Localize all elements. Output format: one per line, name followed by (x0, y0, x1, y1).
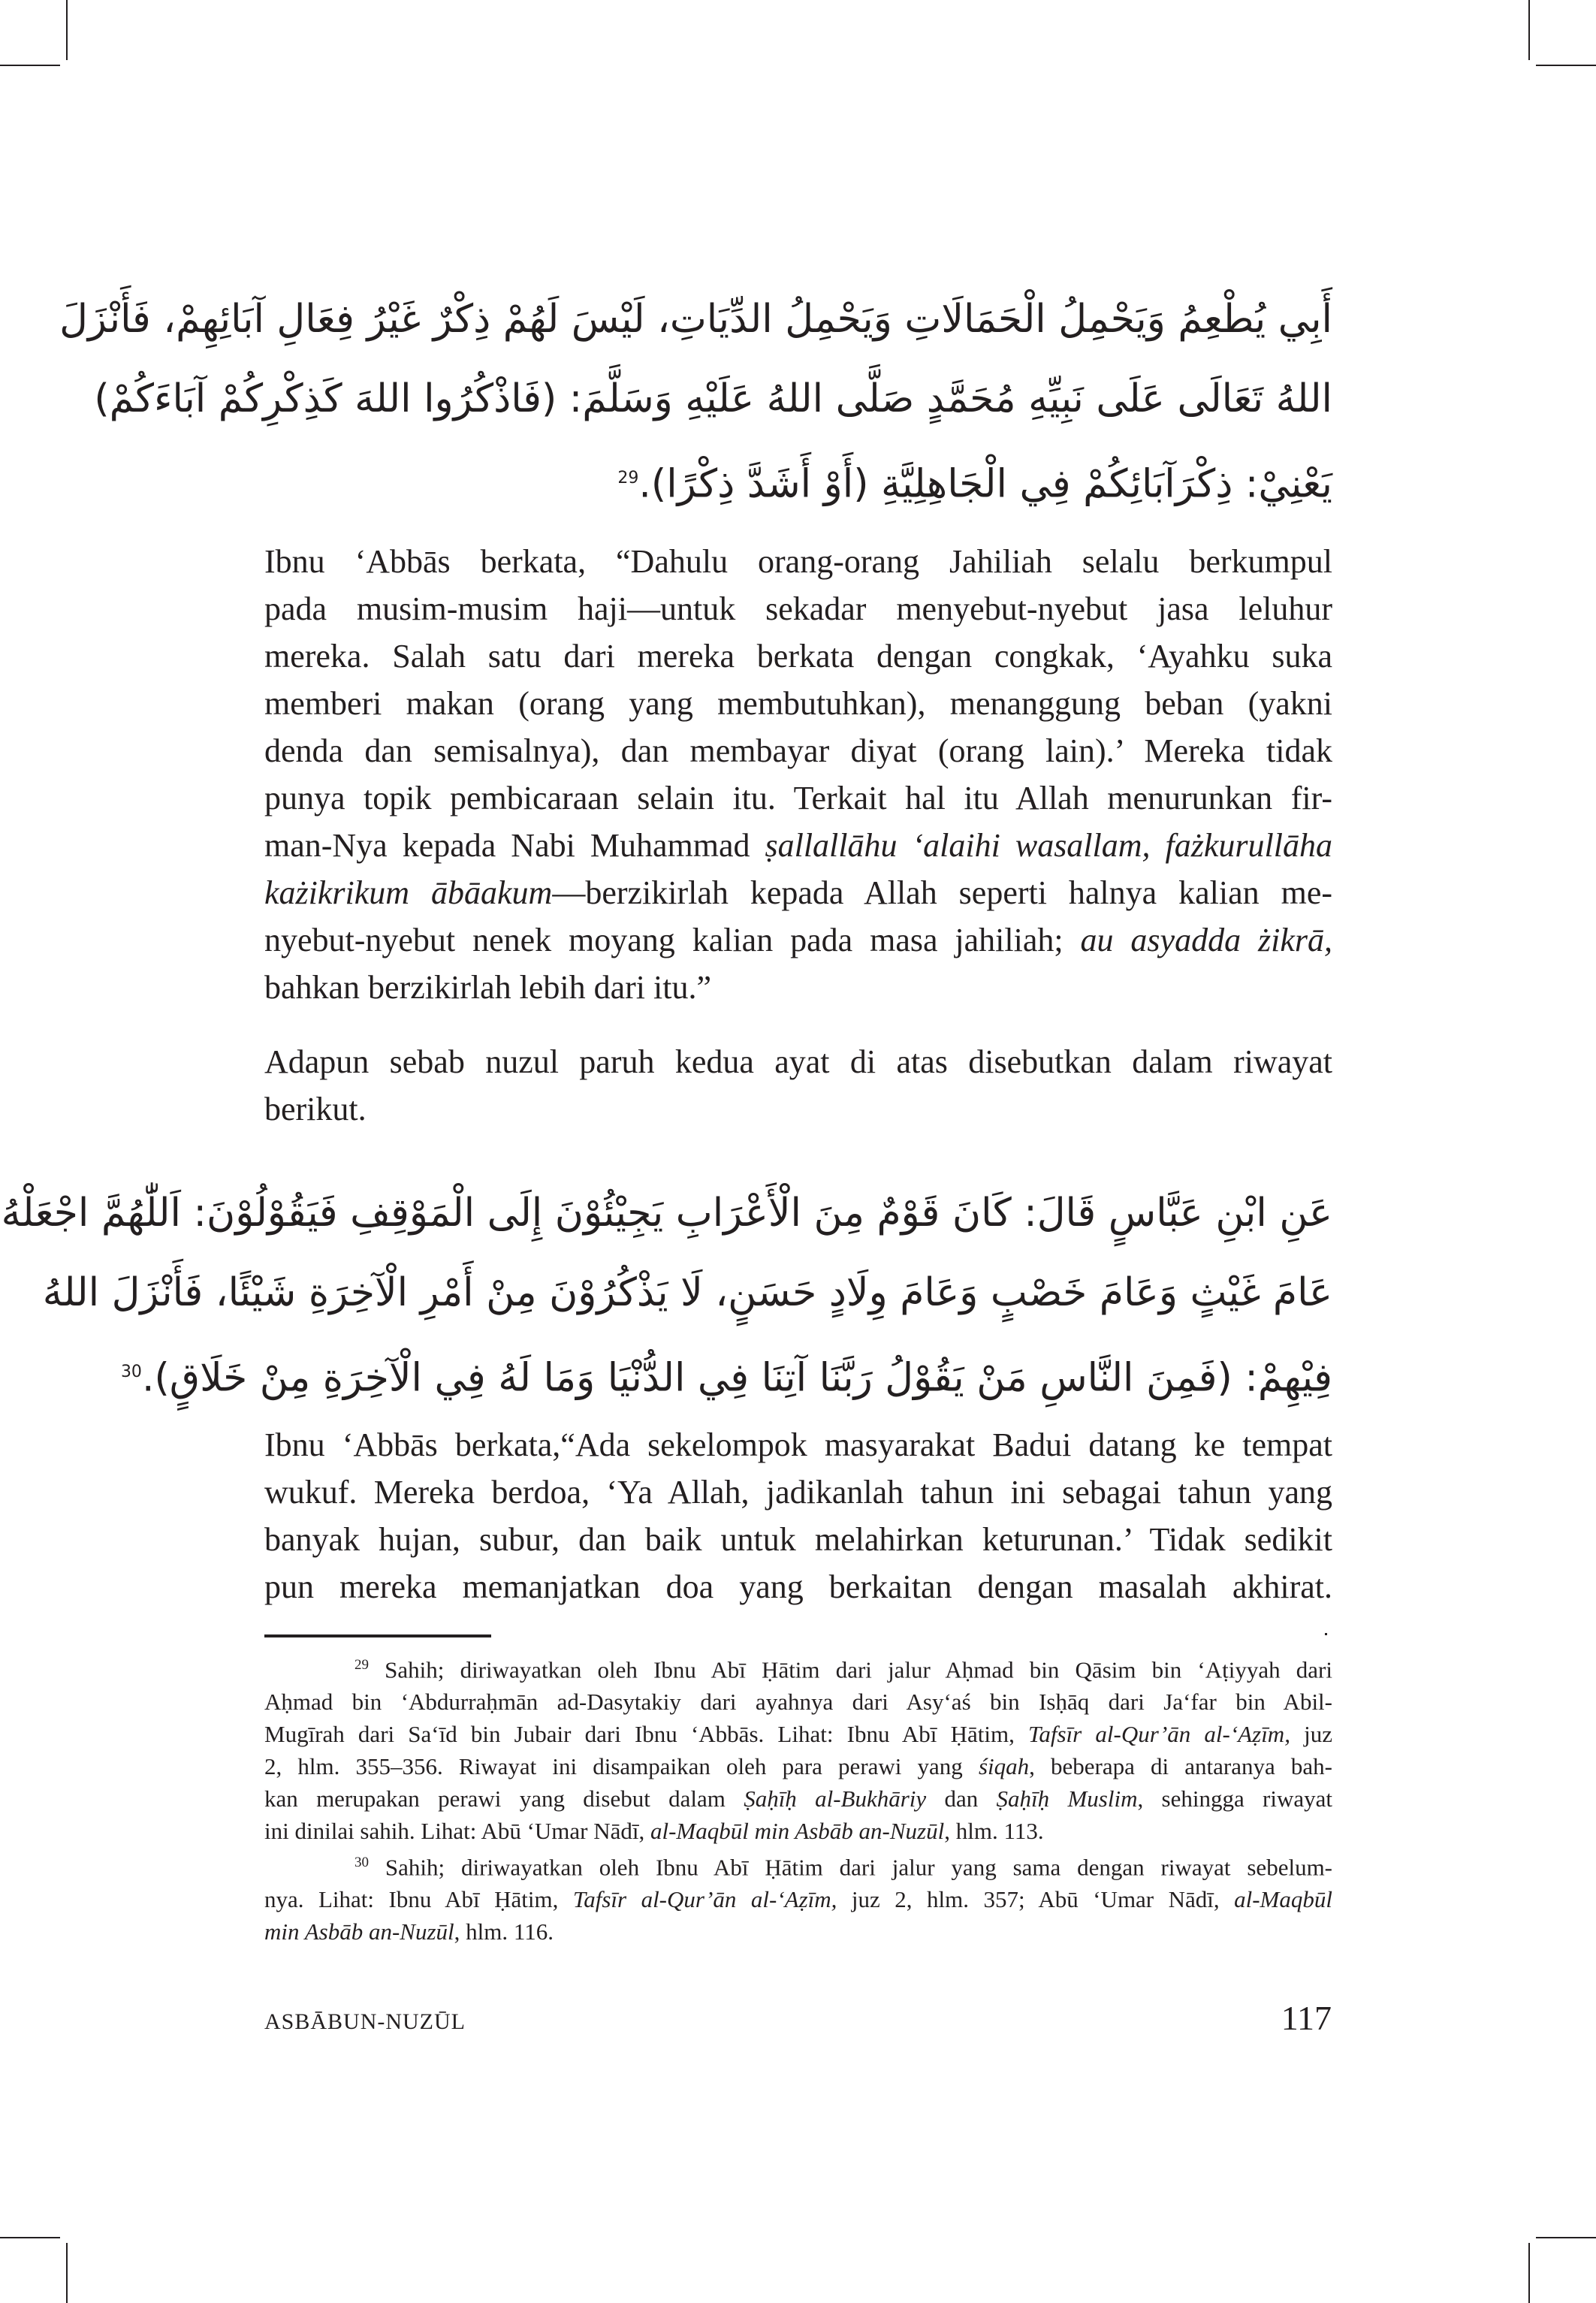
paragraph-line: memberi makan (orang yang membutuhkan), menanggung beban (yakni (264, 685, 1332, 722)
arabic-line-text: فِيْهِمْ: (فَمِنَ النَّاسِ مَنْ يَقُوْلُ رَبَّنَا آتِنَا فِي الدُّنْيَا وَمَا لَهُ فِي الْآخِرَةِ مِنْ خَلَاقٍ). (141, 1355, 1332, 1401)
book-title-italic: al-Maqbūl (1234, 1886, 1332, 1913)
arabic-line: عَنِ ابْنِ عَبَّاسٍ قَالَ: كَانَ قَوْمٌ مِنَ الْأَعْرَابِ يَجِيْئُوْنَ إِلَى الْمَوْقِفِ فَيَقُوْلُوْنَ: اَللّٰهُمَّ اجْعَلْهُ (1, 1191, 1332, 1236)
transliteration-italic: ṣallallāhu ‘alaihi wasallam, fażkurullāha (765, 827, 1332, 864)
arabic-line: أَبِي يُطْعِمُ وَيَحْمِلُ الْحَمَالَاتِ وَيَحْمِلُ الدِّيَاتِ، لَيْسَ لَهُمْ ذِكْرٌ غَيْرُ فِعَالِ آبَائِهِمْ، فَأَنْزَلَ (59, 297, 1332, 342)
crop-mark-bottom-left-h (0, 2237, 60, 2238)
footnote-30 (264, 1846, 1332, 1948)
book-title-italic: Ṣaḥīḥ Muslim (996, 1785, 1138, 1813)
paragraph-line: berikut. (264, 1091, 367, 1127)
footnote-29 (264, 1649, 1332, 1847)
paragraph-line: banyak hujan, subur, dan baik untuk melahirkan keturunan.’ Tidak sedikit (264, 1521, 1332, 1558)
crop-mark-bottom-right (1528, 2243, 1530, 2303)
text-run: , hlm. 113. (944, 1818, 1044, 1845)
footnote-line (264, 1782, 1332, 1815)
footnote-line (264, 1846, 1332, 1883)
paragraph-line: Adapun sebab nuzul paruh kedua ayat di atas disebutkan dalam riwayat (264, 1043, 1332, 1080)
footnote-line (264, 1815, 1332, 1847)
paragraph-line: pun mereka memanjatkan doa yang berkaitan dengan masalah akhirat. (264, 1568, 1332, 1605)
paragraph-line (264, 916, 1332, 964)
footnote-separator (264, 1634, 491, 1637)
text-run: , hlm. 116. (454, 1918, 554, 1945)
paragraph-ibnu-abbas-2 (264, 1421, 1332, 1610)
arabic-text-block-1 (59, 279, 1332, 524)
footnote-line (264, 1649, 1332, 1686)
arabic-line (264, 439, 1332, 524)
paragraph-line: punya topik pembicaraan selain itu. Terkait hal itu Allah menurunkan fir- (264, 780, 1332, 816)
text-run: , beberapa di antaranya bah- (1029, 1753, 1332, 1780)
paragraph-line: pada musim-musim haji—untuk sekadar menyebut-nyebut jasa leluhur (264, 590, 1332, 627)
text-run: kan merupakan perawi yang disebut dalam (264, 1785, 744, 1813)
book-title-italic: Tafsīr al-Qur’ān al-‘Aẓīm, (1027, 1721, 1290, 1748)
paragraph-line: mereka. Salah satu dari mereka berkata dengan congkak, ‘Ayahku suka (264, 638, 1332, 675)
crop-mark-top-left (66, 0, 68, 60)
footnote-line (264, 1915, 1332, 1948)
footnote-number: 30 (354, 1855, 369, 1870)
arabic-line-text: يَعْنِيْ: ذِكْرَآبَائِكُمْ فِي الْجَاهِلِيَّةِ (أَوْ أَشَدَّ ذِكْرًا). (638, 461, 1332, 507)
footnote-line (264, 1750, 1332, 1782)
book-title-italic: min Asbāb an-Nuzūl (264, 1918, 454, 1945)
crop-mark-bottom-right-h (1536, 2237, 1596, 2238)
transliteration-italic: każikrikum ābāakum (264, 874, 553, 911)
paragraph-line: denda dan semisalnya), dan membayar diyat (orang lain).’ Mereka tidak (264, 732, 1332, 769)
footnote-dot (1325, 1633, 1327, 1635)
page-number: 117 (1281, 1999, 1332, 2037)
text-run: ini dinilai sahih. Lihat: Abū ‘Umar Nādī, (264, 1818, 650, 1845)
footnote-line: Aḥmad bin ‘Abdurraḥmān ad-Dasytakiy dari ayahnya dari Asy‘aś bin Isḥāq dari Ja‘far bin Abil- (264, 1689, 1332, 1716)
text-run: —berzikirlah kepada Allah seperti halnya kalian me- (552, 874, 1332, 911)
arabic-line (120, 1333, 1332, 1417)
text-run: Mugīrah dari Sa‘īd bin Jubair dari Ibnu ‘Abbās. Lihat: Ibnu Abī Ḥātim, (264, 1721, 1028, 1748)
footnote-ref-30[interactable]: 30 (120, 1363, 142, 1381)
text-run: man-Nya kepada Nabi Muhammad (264, 827, 765, 864)
transliteration-italic: au asyadda żikrā, (1080, 922, 1332, 958)
running-head: ASBĀBUN-NUZŪL (264, 2009, 466, 2034)
text-run: nyebut-nyebut nenek moyang kalian pada masa jahiliah; (264, 922, 1081, 958)
text-run: , sehingga riwayat (1137, 1785, 1332, 1813)
arabic-text-block-2 (1, 1173, 1332, 1417)
book-title-italic: Tafsīr al-Qur’ān al-‘Aẓīm, (572, 1886, 837, 1913)
crop-mark-bottom-left (66, 2243, 68, 2303)
paragraph-line: Ibnu ‘Abbās berkata, “Dahulu orang-orang Jahiliah selalu berkumpul (264, 543, 1332, 580)
footnote-number: 29 (354, 1657, 369, 1673)
text-run: Sahih; diriwayatkan oleh Ibnu Abī Ḥātim dari jalur yang sama dengan riwayat sebelum- (385, 1854, 1333, 1881)
text-run: Sahih; diriwayatkan oleh Ibnu Abī Ḥātim dari jalur Aḥmad bin Qāsim bin ‘Aṭiyyah dari (385, 1656, 1332, 1683)
paragraph-line: wukuf. Mereka berdoa, ‘Ya Allah, jadikanlah tahun ini sebagai tahun yang (264, 1474, 1332, 1511)
crop-mark-top-left-h (0, 65, 60, 66)
arabic-line: اللهُ تَعَالَى عَلَى نَبِيِّهِ مُحَمَّدٍ صَلَّى اللهُ عَلَيْهِ وَسَلَّمَ: (فَاذْكُرُوا اللهَ كَذِكْرِكُمْ آبَاءَكُمْ) (94, 376, 1332, 421)
paragraph-intro-riwayat (264, 1038, 1332, 1133)
paragraph-line (264, 869, 1332, 916)
footnote-ref-29[interactable]: 29 (617, 469, 639, 487)
text-run: nya. Lihat: Ibnu Abī Ḥātim, (264, 1886, 573, 1913)
book-title-italic: al-Maqbūl min Asbāb an-Nuzūl (650, 1818, 945, 1845)
footnote-line (264, 1718, 1332, 1750)
paragraph-line (264, 822, 1332, 869)
paragraph-ibnu-abbas-1 (264, 538, 1332, 1011)
crop-mark-top-right-h (1536, 65, 1596, 66)
paragraph-line: Ibnu ‘Abbās berkata,“Ada sekelompok masyarakat Badui datang ke tempat (264, 1426, 1332, 1463)
crop-mark-top-right (1528, 0, 1530, 60)
text-run: juz 2, hlm. 357; Abū ‘Umar Nādī, (837, 1886, 1235, 1913)
text-run: 2, hlm. 355–356. Riwayat ini disampaikan oleh para perawi yang (264, 1753, 979, 1780)
text-run: juz (1290, 1721, 1332, 1748)
text-run: dan (926, 1785, 997, 1813)
arabic-line: عَامَ غَيْثٍ وَعَامَ خَصْبٍ وَعَامَ وِلَادٍ حَسَنٍ، لَا يَذْكُرُوْنَ مِنْ أَمْرِ الْآخِرَةِ شَيْئًا، فَأَنْزَلَ اللهُ (42, 1270, 1332, 1315)
paragraph-line: bahkan berzikirlah lebih dari itu.” (264, 969, 711, 1006)
term-italic: śiqah (978, 1753, 1030, 1780)
book-title-italic: Ṣaḥīḥ al-Bukhāriy (744, 1785, 927, 1813)
footnote-line (264, 1883, 1332, 1915)
